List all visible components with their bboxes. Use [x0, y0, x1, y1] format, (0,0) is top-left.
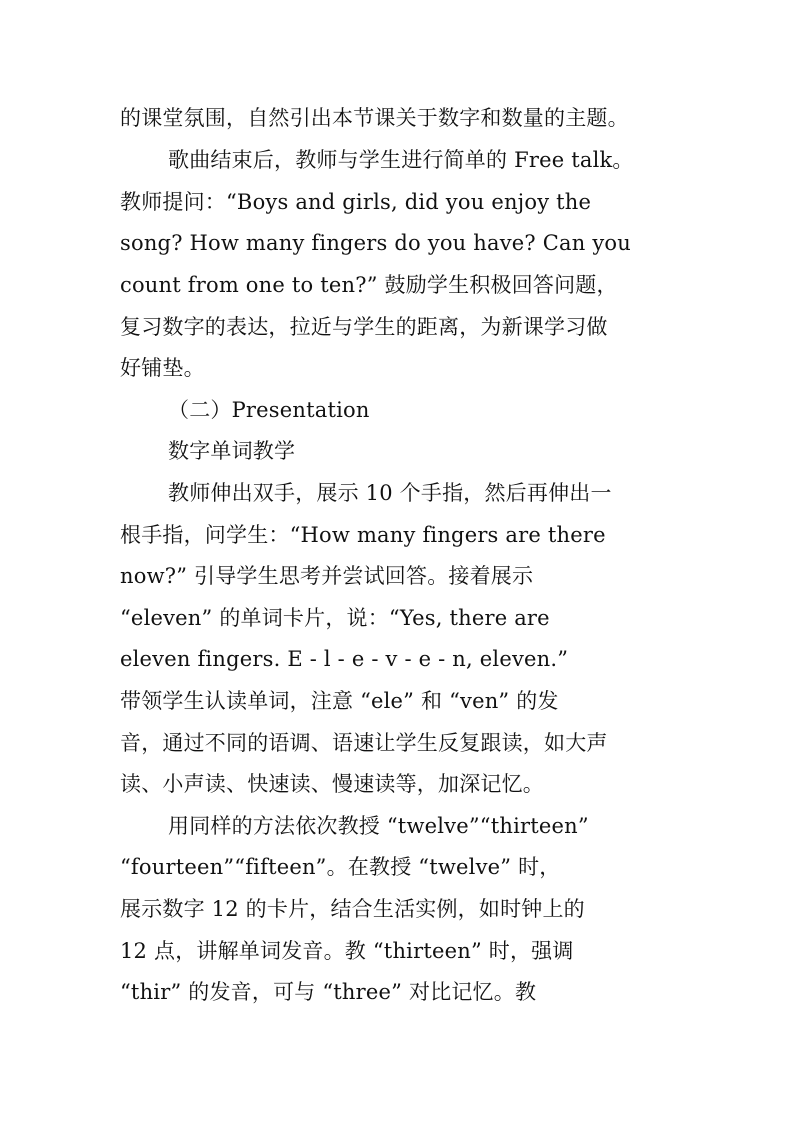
text-line-1: 的课堂氛围，自然引出本节课关于数字和数量的主题。	[120, 106, 629, 130]
text-line-17: 读、小声读、快速读、慢速读等，加深记忆。	[120, 772, 544, 796]
subsection-heading: 数字单词教学	[168, 439, 296, 463]
text-line-18: 用同样的方法依次教授 “twelve”“thirteen”	[168, 814, 589, 838]
text-line-6: 复习数字的表达，拉近与学生的距离，为新课学习做	[120, 315, 608, 339]
text-line-19: “fourteen”“fifteen”。在教授 “twelve” 时，	[120, 855, 561, 879]
text-line-22: “thir” 的发音，可与 “three” 对比记忆。教	[120, 980, 537, 1004]
text-line-10: 教师伸出双手，展示 10 个手指，然后再伸出一	[168, 481, 612, 505]
text-line-12: now?” 引导学生思考并尝试回答。接着展示	[120, 564, 534, 588]
text-line-4: song? How many fingers do you have? Can you	[120, 231, 631, 255]
text-line-2: 歌曲结束后，教师与学生进行简单的 Free talk。	[168, 148, 634, 172]
text-line-7: 好铺垫。	[120, 356, 205, 380]
text-line-13: “eleven” 的单词卡片，说：“Yes, there are	[120, 606, 550, 630]
text-line-5: count from one to ten?” 鼓励学生积极回答问题，	[120, 273, 618, 297]
section-heading: （二）Presentation	[168, 398, 370, 422]
text-line-14: eleven fingers. E - l - e - v - e - n, eleven.”	[120, 647, 569, 671]
text-line-15: 带领学生认读单词，注意 “ele” 和 “ven” 的发	[120, 689, 559, 713]
text-line-11: 根手指，问学生：“How many fingers are there	[120, 523, 606, 547]
text-line-20: 展示数字 12 的卡片，结合生活实例，如时钟上的	[120, 897, 585, 921]
text-line-16: 音，通过不同的语调、语速让学生反复跟读，如大声	[120, 731, 608, 755]
text-line-21: 12 点，讲解单词发音。教 “thirteen” 时，强调	[120, 939, 574, 963]
text-line-3: 教师提问：“Boys and girls, did you enjoy the	[120, 190, 592, 214]
